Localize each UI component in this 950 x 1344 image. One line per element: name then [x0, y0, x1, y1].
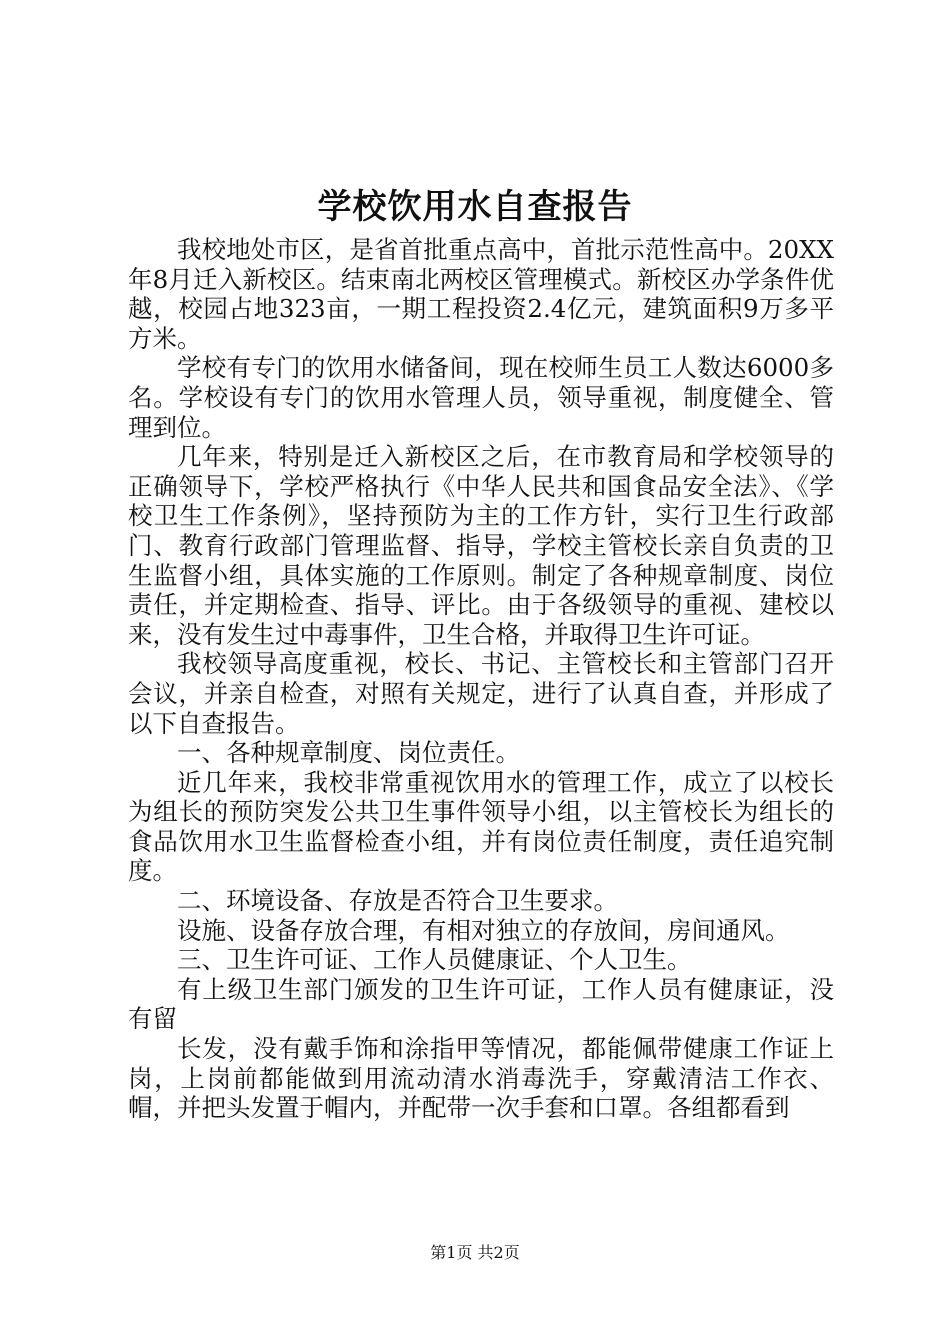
section-heading-1: 一、各种规章制度、岗位责任。: [177, 738, 520, 768]
paragraph-8: 长发，没有戴手饰和涂指甲等情况，都能佩带健康工作证上岗，上岗前都能做到用流动清水消毒洗手，穿戴清洁工作衣、帽，并把头发置于帽内，并配带一次手套和口罩。各组都看到: [128, 1034, 834, 1123]
document-body: [128, 235, 834, 1123]
paragraph-3: 几年来，特别是迁入新校区之后，在市教育局和学校领导的正确领导下，学校严格执行《中华人民共和国食品安全法》、《学校卫生工作条例》，坚持预防为主的工作方针，实行卫生行政部门、教育行政部门管理监督、指导，学校主管校长亲自负责的卫生监督小组，具体实施的工作原则。制定了各种规章制度、岗位责任，并定期检查、指导、评比。由于各级领导的重视、建校以来，没有发生过中毒事件，卫生合格，并取得卫生许可证。: [128, 442, 834, 649]
page-footer: 第1页 共2页: [430, 1243, 520, 1262]
paragraph-1: 我校地处市区，是省首批重点高中，首批示范性高中。20XX年8月迁入新校区。结束南北两校区管理模式。新校区办学条件优越，校园占地323亩，一期工程投资2.4亿元，建筑面积9万多平方米。: [128, 235, 834, 353]
paragraph-7: 有上级卫生部门颁发的卫生许可证，工作人员有健康证，没有留: [128, 974, 834, 1034]
document-title: 学校饮用水自查报告: [317, 187, 633, 227]
paragraph-6: 设施、设备存放合理，有相对独立的存放间，房间通风。: [177, 915, 790, 945]
paragraph-4: 我校领导高度重视，校长、书记、主管校长和主管部门召开会议，并亲自检查，对照有关规定，进行了认真自查，并形成了以下自查报告。: [128, 649, 834, 738]
section-heading-3: 三、卫生许可证、工作人员健康证、个人卫生。: [177, 945, 692, 975]
paragraph-2: 学校有专门的饮用水储备间，现在校师生员工人数达6000多名。学校设有专门的饮用水管理人员，领导重视，制度健全、管理到位。: [128, 353, 834, 442]
paragraph-5: 近几年来，我校非常重视饮用水的管理工作，成立了以校长为组长的预防突发公共卫生事件领导小组，以主管校长为组长的食品饮用水卫生监督检查小组，并有岗位责任制度，责任追究制度。: [128, 767, 834, 886]
section-heading-2: 二、环境设备、存放是否符合卫生要求。: [177, 886, 618, 916]
